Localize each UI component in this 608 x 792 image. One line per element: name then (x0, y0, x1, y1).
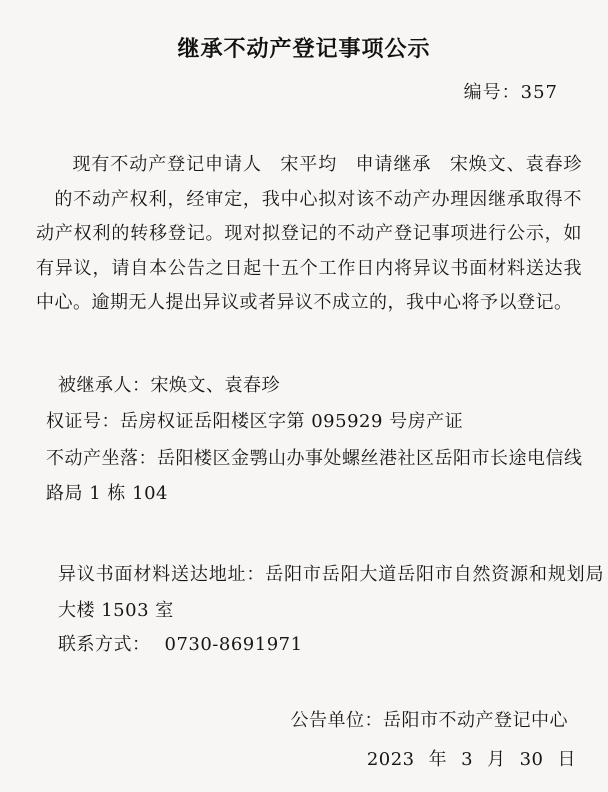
contact-line (36, 628, 604, 662)
body-lead-text: 现有不动产登记申请人 (72, 154, 262, 175)
date-month-unit: 月 (487, 749, 506, 770)
contact-phone: 0730-8691971 (164, 634, 303, 655)
document-title: 继承不动产登记事项公示 (177, 37, 431, 62)
body-mid-text: 申请继承 (355, 154, 432, 175)
contact-label: 联系方式： (58, 634, 151, 655)
issuing-unit: 公告单位：岳阳市不动产登记中心 (290, 710, 568, 731)
date-day: 30 (519, 749, 544, 770)
issue-date (367, 745, 576, 771)
date-month: 3 (461, 749, 474, 770)
date-year: 2023 (366, 749, 415, 770)
body-rest-text: 的不动产权利，经审定，我中心拟对该不动产办理因继承取得不动产权利的转移登记。现对拟登记的不动产登记事项进行公示，如有异议，请自本公告之日起十五个工作日内将异议书面材料送达我中心。逾期无人提出异议或者异议不成立的，我中心将予以登记。 (36, 188, 582, 313)
certificate-line: 权证号：岳房权证岳阳楼区字第 095929 号房产证 (46, 411, 464, 432)
notice-body-paragraph (36, 148, 582, 321)
location-line: 不动产坐落：岳阳楼区金鹗山办事处螺丝港社区岳阳市长途电信线路局 1 栋 104 (46, 448, 583, 504)
heir-line: 被继承人：宋焕文、袁春珍 (58, 375, 280, 396)
document-number: 编号：357 (463, 82, 558, 103)
objection-address-line: 异议书面材料送达地址：岳阳市岳阳大道岳阳市自然资源和规划局大楼 1503 室 (58, 564, 604, 621)
applicant-name: 宋平均 (279, 154, 338, 175)
date-year-unit: 年 (428, 749, 448, 770)
decedent-names: 宋焕文、袁春珍 (449, 154, 583, 175)
date-day-unit: 日 (557, 749, 576, 770)
